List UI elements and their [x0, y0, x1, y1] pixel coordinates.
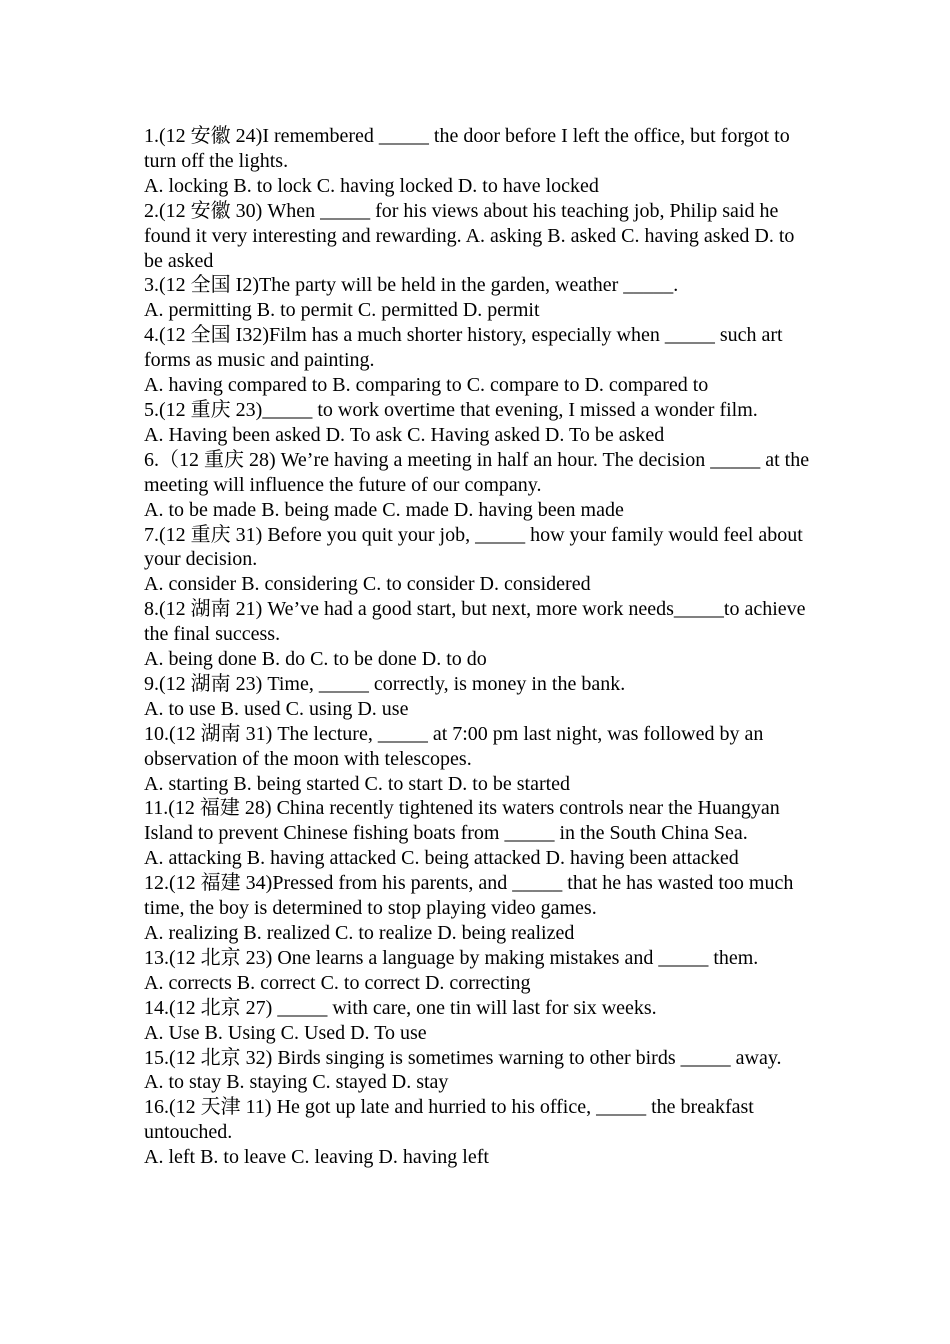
question-10	[144, 722, 810, 797]
question-12	[144, 871, 810, 946]
question-options: A. to stay B. staying C. stayed D. stay	[144, 1071, 449, 1094]
question-stem: 4.(12 全国 I32)Film has a much shorter history, especially when _____ such art forms as music and painting.	[144, 324, 783, 372]
question-stem: 8.(12 湖南 21) We’ve had a good start, but next, more work needs_____to achieve the final success.	[144, 598, 806, 646]
question-options: A. having compared to B. comparing to C. compare to D. compared to	[144, 374, 709, 397]
question-options: A. corrects B. correct C. to correct D. correcting	[144, 971, 531, 994]
question-options: A. left B. to leave C. leaving D. having left	[144, 1146, 489, 1169]
question-13	[144, 946, 810, 996]
question-2	[144, 199, 810, 274]
question-7	[144, 523, 810, 598]
question-stem: 13.(12 北京 23) One learns a language by making mistakes and _____ them.	[144, 946, 759, 969]
question-stem: 6.（12 重庆 28) We’re having a meeting in half an hour. The decision _____ at the meeting will influence the future of our company.	[144, 448, 810, 496]
question-stem: 3.(12 全国 I2)The party will be held in the garden, weather _____.	[144, 274, 679, 297]
question-3	[144, 273, 810, 323]
question-8	[144, 597, 810, 672]
question-options: A. attacking B. having attacked C. being attacked D. having been attacked	[144, 847, 739, 870]
question-options: A. being done B. do C. to be done D. to do	[144, 648, 487, 671]
question-stem: 16.(12 天津 11) He got up late and hurried to his office, _____ the breakfast untouched.	[144, 1096, 754, 1144]
question-stem: 12.(12 福建 34)Pressed from his parents, and _____ that he has wasted too much time, the boy is determined to stop playing video games.	[144, 872, 794, 920]
question-15	[144, 1046, 810, 1096]
question-stem: 5.(12 重庆 23)_____ to work overtime that evening, I missed a wonder film.	[144, 398, 758, 421]
question-options: A. locking B. to lock C. having locked D. to have locked	[144, 174, 599, 197]
question-stem: 7.(12 重庆 31) Before you quit your job, _____ how your family would feel about your decision.	[144, 523, 803, 571]
question-11	[144, 796, 810, 871]
question-options: A. realizing B. realized C. to realize D. being realized	[144, 922, 575, 944]
question-stem: 15.(12 北京 32) Birds singing is sometimes warning to other birds _____ away.	[144, 1046, 782, 1069]
question-14	[144, 996, 810, 1046]
question-stem: 11.(12 福建 28) China recently tightened its waters controls near the Huangyan Island to prevent Chinese fishing boats from _____ in the South China Sea.	[144, 797, 780, 845]
question-options: A. Having been asked D. To ask C. Having asked D. To be asked	[144, 423, 665, 446]
question-options: A. permitting B. to permit C. permitted D. permit	[144, 299, 540, 322]
question-options: A. starting B. being started C. to start D. to be started	[144, 772, 571, 795]
question-9	[144, 672, 810, 722]
question-options: A. Use B. Using C. Used D. To use	[144, 1021, 427, 1044]
document-page	[144, 124, 810, 1170]
question-stem: 14.(12 北京 27) _____ with care, one tin will last for six weeks.	[144, 996, 657, 1019]
question-stem: 1.(12 安徽 24)I remembered _____ the door before I left the office, but forgot to turn off the lights.	[144, 125, 790, 172]
question-stem: 10.(12 湖南 31) The lecture, _____ at 7:00 pm last night, was followed by an observation of the moon with telescopes.	[144, 722, 764, 770]
question-options: A. to use B. used C. using D. use	[144, 697, 409, 720]
question-16	[144, 1095, 810, 1170]
question-6	[144, 448, 810, 523]
question-options: A. consider B. considering C. to consider D. considered	[144, 573, 591, 596]
question-1	[144, 124, 810, 199]
question-4	[144, 323, 810, 398]
question-options: A. to be made B. being made C. made D. having been made	[144, 498, 624, 521]
question-stem: 2.(12 安徽 30) When _____ for his views about his teaching job, Philip said he found it very interesting and rewarding. A. asking B. asked C. having asked D. to be asked	[144, 199, 795, 272]
question-stem: 9.(12 湖南 23) Time, _____ correctly, is money in the bank.	[144, 672, 626, 695]
question-5	[144, 398, 810, 448]
